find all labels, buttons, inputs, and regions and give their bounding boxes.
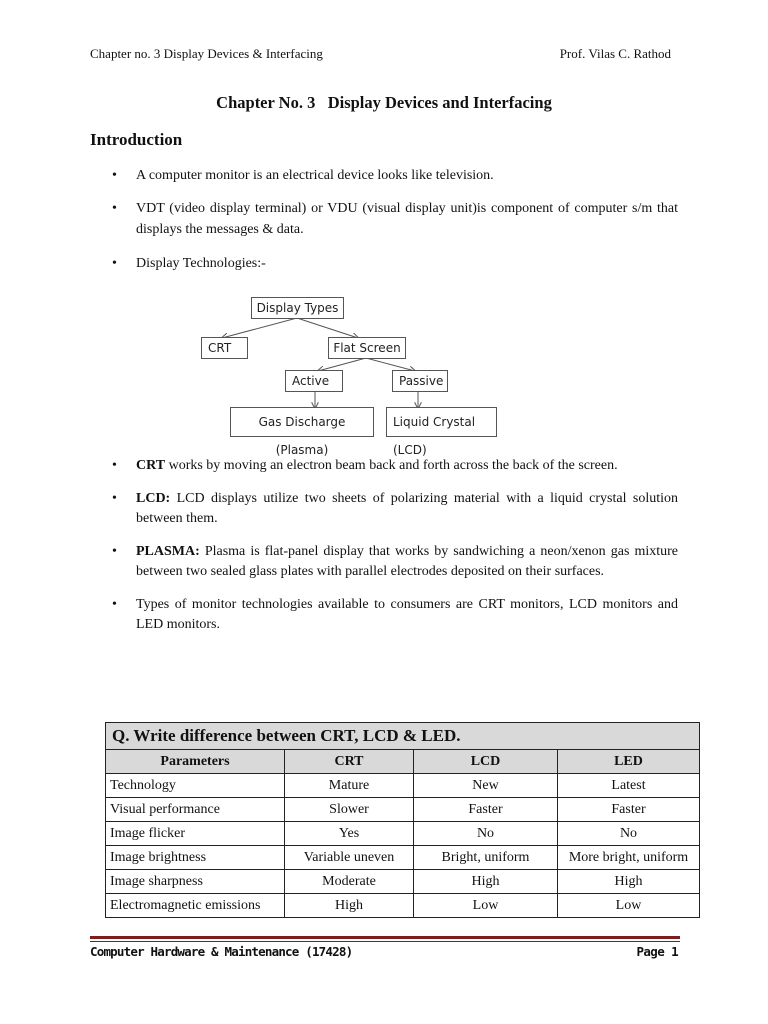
node-lcd: Liquid Crystal (LCD) bbox=[386, 407, 497, 437]
running-header-author: Prof. Vilas C. Rathod bbox=[559, 46, 671, 61]
intro-bullet-list-3 bbox=[112, 254, 678, 275]
bullet-text: Plasma is flat-panel display that works by sandwiching a neon/xenon gas mixture between two sealed glass plates with parallel electrodes deposited on their surfaces. bbox=[136, 543, 678, 579]
node-display-types: Display Types bbox=[251, 297, 344, 319]
table-cell: Image sharpness bbox=[106, 870, 285, 894]
bullet-display-tech bbox=[112, 254, 678, 275]
bullet-text: LCD displays utilize two sheets of polarizing material with a liquid crystal solution between them. bbox=[136, 490, 678, 526]
technology-bullet-list bbox=[112, 456, 678, 636]
bullet-term: CRT bbox=[136, 458, 166, 473]
table-cell: Technology bbox=[106, 774, 285, 798]
footer-course-title: Computer Hardware & Maintenance (17428) bbox=[90, 944, 353, 959]
footer-page-number: Page 1 bbox=[636, 944, 678, 959]
table-cell: Faster bbox=[414, 798, 558, 822]
bullet-dot: • bbox=[112, 490, 117, 506]
table-cell: More bright, uniform bbox=[558, 846, 700, 870]
table-cell: High bbox=[414, 870, 558, 894]
footer-divider bbox=[90, 936, 680, 939]
column-header: Parameters bbox=[106, 750, 285, 774]
bullet-crt bbox=[112, 456, 678, 477]
table-cell: High bbox=[285, 894, 414, 918]
table-cell: Visual performance bbox=[106, 798, 285, 822]
bullet-monitor bbox=[112, 166, 678, 187]
table-cell: Latest bbox=[558, 774, 700, 798]
bullet-vdt bbox=[112, 199, 678, 240]
connector-root-flat bbox=[297, 318, 358, 338]
node-plasma: Gas Discharge (Plasma) bbox=[230, 407, 374, 437]
bullet-dot: • bbox=[112, 168, 117, 183]
node-flat-screen: Flat Screen bbox=[328, 337, 406, 359]
bullet-text: A computer monitor is an electrical device looks like television. bbox=[136, 168, 494, 183]
bullet-lcd bbox=[112, 489, 678, 530]
column-header: LED bbox=[558, 750, 700, 774]
table-row bbox=[106, 894, 700, 918]
column-header: CRT bbox=[285, 750, 414, 774]
bullet-text: VDT (video display terminal) or VDU (visual display unit)is component of computer s/m that displays the messages & data. bbox=[136, 201, 678, 237]
column-header: LCD bbox=[414, 750, 558, 774]
bullet-dot: • bbox=[112, 256, 117, 271]
table-row bbox=[106, 846, 700, 870]
table-cell: Low bbox=[414, 894, 558, 918]
node-crt: CRT bbox=[201, 337, 248, 359]
table-row bbox=[106, 870, 700, 894]
table-cell: Yes bbox=[285, 822, 414, 846]
table-cell: Image flicker bbox=[106, 822, 285, 846]
table-cell: Faster bbox=[558, 798, 700, 822]
footer-divider-thin bbox=[90, 941, 680, 942]
running-header-chapter: Chapter no. 3 Display Devices & Interfacing bbox=[90, 46, 323, 61]
bullet-text: Types of monitor technologies available to consumers are CRT monitors, LCD monitors and LED monitors. bbox=[136, 596, 678, 632]
table-cell: Moderate bbox=[285, 870, 414, 894]
bullet-dot: • bbox=[112, 596, 117, 612]
intro-bullet-list bbox=[112, 166, 678, 187]
bullet-term: LCD: bbox=[136, 490, 171, 506]
table-cell: Variable uneven bbox=[285, 846, 414, 870]
chapter-title: Chapter No. 3 Display Devices and Interfacing bbox=[216, 93, 552, 112]
connector-root-crt bbox=[222, 318, 297, 338]
table-row bbox=[106, 774, 700, 798]
table-cell: Image brightness bbox=[106, 846, 285, 870]
connector-flat-passive bbox=[366, 358, 415, 371]
table-cell: New bbox=[414, 774, 558, 798]
bullet-monitor-types bbox=[112, 595, 678, 636]
table-cell: No bbox=[558, 822, 700, 846]
bullet-dot: • bbox=[112, 201, 117, 216]
table-cell: Bright, uniform bbox=[414, 846, 558, 870]
node-passive: Passive bbox=[392, 370, 448, 392]
bullet-dot: • bbox=[112, 543, 117, 559]
bullet-text: works by moving an electron beam back and forth across the back of the screen. bbox=[165, 458, 618, 473]
table-cell: High bbox=[558, 870, 700, 894]
section-heading-introduction: Introduction bbox=[90, 130, 183, 149]
table-row bbox=[106, 822, 700, 846]
intro-bullet-list-2 bbox=[112, 199, 678, 240]
table-cell: Electromagnetic emissions bbox=[106, 894, 285, 918]
table-cell: No bbox=[414, 822, 558, 846]
table-cell: Mature bbox=[285, 774, 414, 798]
comparison-table bbox=[105, 722, 700, 918]
table-row bbox=[106, 798, 700, 822]
table-question-row bbox=[106, 723, 700, 750]
table-question: Q. Write difference between CRT, LCD & LED. bbox=[106, 723, 700, 750]
table-header-row bbox=[106, 750, 700, 774]
bullet-term: PLASMA: bbox=[136, 543, 200, 559]
table-cell: Low bbox=[558, 894, 700, 918]
connector-flat-active bbox=[318, 358, 366, 371]
bullet-text: Display Technologies:- bbox=[136, 256, 266, 271]
table-cell: Slower bbox=[285, 798, 414, 822]
bullet-dot: • bbox=[112, 458, 117, 473]
bullet-plasma bbox=[112, 542, 678, 583]
node-active: Active bbox=[285, 370, 343, 392]
